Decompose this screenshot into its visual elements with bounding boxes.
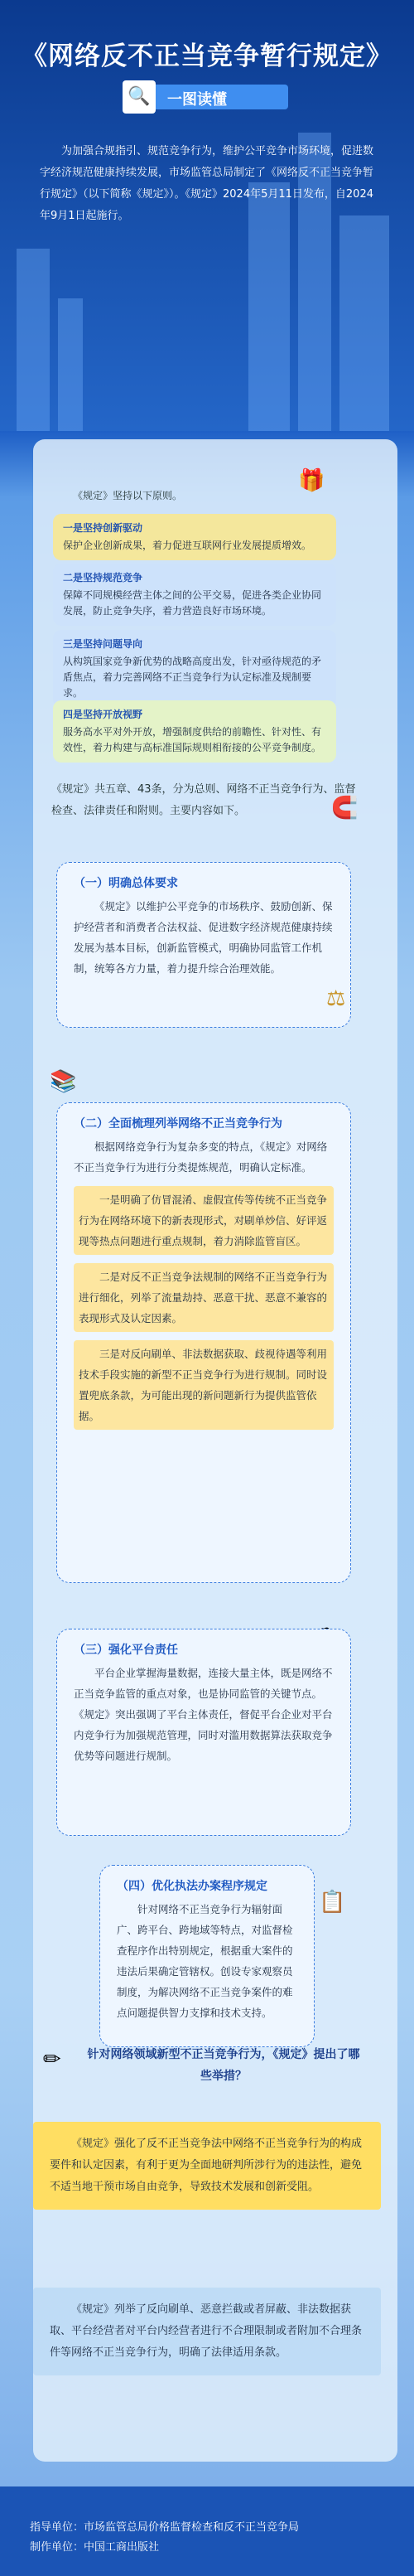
section-title: （二）全面梳理列举网络不正当竞争行为	[74, 1117, 282, 1131]
intro-text: 为加强合规指引、规范竞争行为，维护公平竞争市场环境，促进数字经济规范健康持续发展，市场监管总局制定了《网络反不正当竞争暂行规定》（以下简称《规定》）。《规定》2024年5月11日发布，自2024年9月1日起施行。	[40, 145, 374, 222]
answer-text: 《规定》强化了反不正当竞争法中网络不正当竞争行为的构成要件和认定因素，有利于更为全面地研判所涉行为的违法性，避免不适当地干预市场自由竞争，导致技术发展和创新受阻。	[50, 2138, 363, 2193]
section-4	[99, 1865, 315, 2047]
read-tag	[126, 85, 288, 109]
answer-text: 《规定》列举了反向刷单、恶意拦截或者屏蔽、非法数据获取、平台经营者对平台内经营者进行不合理限制或者附加不合理条件等网络不正当竞争行为，明确了法律适用条款。	[50, 2303, 363, 2359]
section-2	[56, 1102, 351, 1583]
books-icon: 📚	[50, 1069, 77, 1094]
question-heading: 针对网络领域新型不正当竞争行为，《规定》提出了哪些举措？	[87, 2048, 360, 2083]
search-icon: 🔍	[123, 80, 156, 114]
checklist-icon: 📋	[319, 1890, 346, 1915]
answer-box-2	[33, 2288, 381, 2375]
hero-banner	[0, 0, 414, 431]
principle-title: 四是坚持开放视野	[63, 709, 143, 720]
section-text: 平台企业掌握海量数据，连接大量主体，既是网络不正当竞争监管的重点对象，也是协同监管的关键节点。《规定》突出强调了平台主体责任，督促平台企业对平台内竞争行为加强规范管理，同时对滥用数据算法获取竞争优势等问题进行规制。	[74, 1667, 333, 1762]
gift-icon: 🎁	[298, 468, 325, 493]
magnet-icon: 🧲	[331, 796, 359, 821]
footer-producer: 制作单位：中国工商出版社	[30, 2541, 160, 2554]
principle-card	[53, 514, 336, 560]
footer	[0, 2486, 414, 2576]
scales-icon: ⚖	[326, 986, 346, 1011]
section-text: 针对网络不正当竞争行为辐射面广、跨平台、跨地域等特点，对监督检查程序作出特别规定，根据重大案件的违法后果确定管辖权。创设专家观察员制度，为解决网络不正当竞争案件的难点问题提供智力支撑和技术支持。	[117, 1903, 293, 2019]
answer-box-1	[33, 2122, 381, 2210]
section-point: 三是对反向刷单、非法数据获取、歧视待遇等利用技术手段实施的新型不正当竞争行为进行规制。同时设置兜底条款，为可能出现的新问题新行为提供监管依据。	[74, 1340, 334, 1430]
section-title: （三）强化平台责任	[74, 1644, 178, 1657]
section-point: 二是对反不正当竞争法规制的网络不正当竞争行为进行细化，列举了流量劫持、恶意干扰、恶意不兼容的表现形式及认定因素。	[74, 1263, 334, 1332]
section-1	[56, 862, 351, 1028]
section-3	[56, 1629, 351, 1836]
section-title: （一）明确总体要求	[74, 877, 178, 890]
section-title: （四）优化执法办案程序规定	[117, 1880, 267, 1893]
principle-card	[53, 564, 336, 626]
page-title: 《网络反不正当竞争暂行规定》	[22, 41, 392, 71]
principles-heading: 《规定》坚持以下原则。	[73, 490, 183, 501]
section-text: 《规定》以维护公平竞争的市场秩序、鼓励创新、保护经营者和消费者合法权益、促进数字经济规范健康持续发展为基本目标，创新监管模式，明确协同监管工作机制，统筹各方力量，着力提升综合治理效能。	[74, 900, 333, 975]
principle-card	[53, 700, 336, 763]
principle-title: 一是坚持创新驱动	[63, 522, 143, 534]
read-tag-label: 一图读懂	[167, 91, 227, 109]
principle-card	[53, 630, 336, 708]
principle-text: 保障不同规模经营主体之间的公平交易，促进各类企业协同发展，防止竞争失序，着力营造良好市场环境。	[63, 589, 322, 617]
principle-text: 保护企业创新成果，着力促进互联网行业发展提质增效。	[63, 540, 312, 551]
principle-title: 二是坚持规范竞争	[63, 572, 143, 583]
principle-text: 服务高水平对外开放，增强制度供给的前瞻性、针对性、有效性，着力构建与高标准国际规则相衔接的公平竞争制度。	[63, 726, 322, 753]
section-point: 一是明确了仿冒混淆、虚假宣传等传统不正当竞争行为在网络环境下的新表现形式，对刷单炒信、好评返现等热点问题进行重点规制，着力消除监管盲区。	[74, 1186, 334, 1255]
pen-icon: ✏	[43, 2047, 61, 2072]
principle-text: 从构筑国家竞争新优势的战略高度出发，针对亟待规范的矛盾焦点，着力完善网络不正当竞争行为认定标准及规制要求。	[63, 656, 322, 699]
footer-guide: 指导单位：市场监管总局价格监督检查和反不正当竞争局	[30, 2521, 300, 2534]
structure-text: 《规定》共五章、43条，分为总则、网络不正当竞争行为、监督检查、法律责任和附则。主要内容如下。	[51, 783, 356, 817]
section-text: 根据网络竞争行为复杂多变的特点，《规定》对网络不正当竞争行为进行分类提炼规范，明确认定标准。	[74, 1140, 328, 1174]
principle-title: 三是坚持问题导向	[63, 638, 143, 650]
